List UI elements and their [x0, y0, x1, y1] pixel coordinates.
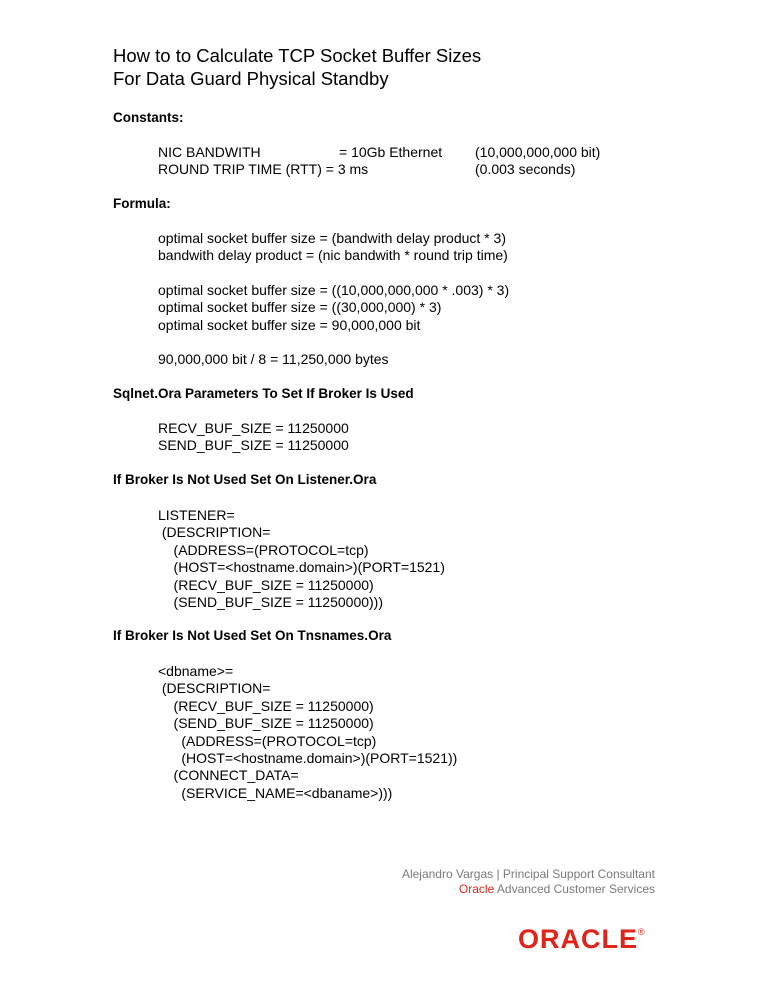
formula-line: optimal socket buffer size = 90,000,000 bit — [158, 316, 421, 333]
footer-author: Alejandro Vargas | Principal Support Consultant — [401, 867, 655, 881]
sqlnet-heading: Sqlnet.Ora Parameters To Set If Broker Is Used — [113, 386, 414, 401]
listener-config — [158, 507, 445, 611]
title-line-1: How to to Calculate TCP Socket Buffer Sizes — [113, 45, 482, 66]
footer-brand: Oracle — [458, 882, 495, 896]
footer-org-rest: Advanced Customer Services — [494, 882, 655, 896]
code-line: SEND_BUF_SIZE = 11250000 — [158, 437, 349, 454]
code-line: (DESCRIPTION= — [158, 680, 271, 697]
formula-line: optimal socket buffer size = (bandwith delay product * 3) — [158, 230, 506, 246]
code-line: (RECV_BUF_SIZE = 11250000) — [158, 697, 374, 714]
constants-row-2-label: ROUND TRIP TIME (RTT) = 3 ms — [158, 161, 369, 177]
constants-row-1-note: (10,000,000,000 bit) — [475, 144, 601, 160]
code-line: (HOST=<hostname.domain>)(PORT=1521)) — [158, 749, 458, 766]
formula-line: optimal socket buffer size = ((30,000,000) * 3) — [158, 299, 442, 316]
code-line: (ADDRESS=(PROTOCOL=tcp) — [158, 541, 369, 558]
code-line: LISTENER= — [158, 507, 235, 523]
code-line: (HOST=<hostname.domain>)(PORT=1521) — [158, 559, 445, 576]
code-line: <dbname>= — [158, 663, 234, 679]
code-line: (DESCRIPTION= — [158, 524, 271, 541]
registered-mark-icon: ® — [638, 927, 646, 937]
formula-calculation — [158, 282, 509, 334]
code-line: (SERVICE_NAME=<dbaname>))) — [158, 784, 393, 801]
formula-heading: Formula: — [113, 196, 171, 211]
constants-row-2-note: (0.003 seconds) — [475, 161, 576, 177]
formula-definitions — [158, 230, 508, 265]
code-line: (CONNECT_DATA= — [158, 767, 299, 784]
constants-row-1-label: NIC BANDWITH — [158, 144, 261, 160]
constants-row-1-value: = 10Gb Ethernet — [339, 144, 443, 160]
tnsnames-heading: If Broker Is Not Used Set On Tnsnames.Ora — [113, 628, 392, 643]
code-line: (SEND_BUF_SIZE = 11250000) — [158, 715, 374, 732]
constants-heading: Constants: — [113, 110, 184, 125]
code-line: (RECV_BUF_SIZE = 11250000) — [158, 576, 374, 593]
logo-text: ORACLE — [518, 924, 638, 954]
formula-line: 90,000,000 bit / 8 = 11,250,000 bytes — [158, 351, 389, 367]
formula-line: optimal socket buffer size = ((10,000,000,000 * .003) * 3) — [158, 282, 510, 298]
sqlnet-params — [158, 420, 349, 455]
title-line-2: For Data Guard Physical Standby — [113, 68, 389, 89]
tnsnames-config — [158, 663, 457, 802]
formula-line: bandwith delay product = (nic bandwith * round trip time) — [158, 247, 508, 264]
code-line: (SEND_BUF_SIZE = 11250000))) — [158, 593, 383, 610]
code-line: RECV_BUF_SIZE = 11250000 — [158, 420, 349, 436]
footer-organization — [459, 882, 655, 896]
document-title — [113, 44, 481, 90]
code-line: (ADDRESS=(PROTOCOL=tcp) — [158, 732, 377, 749]
listener-heading: If Broker Is Not Used Set On Listener.Ora — [113, 472, 377, 487]
oracle-logo — [518, 924, 646, 955]
formula-result — [158, 351, 389, 368]
